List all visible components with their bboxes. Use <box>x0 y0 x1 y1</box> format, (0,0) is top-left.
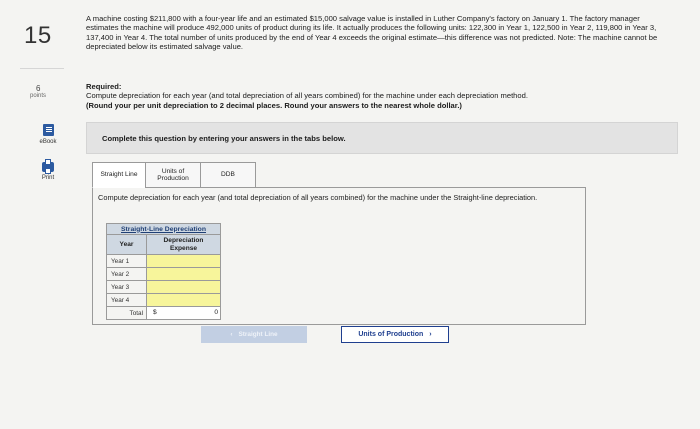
next-tab-button[interactable] <box>341 326 449 343</box>
total-value: 0 <box>214 309 218 316</box>
table-row <box>107 268 221 281</box>
year-label: Year 4 <box>107 294 147 307</box>
col-header-expense-line2: Expense <box>169 244 198 252</box>
col-header-expense <box>147 235 221 255</box>
tab-straight-line[interactable] <box>92 162 146 188</box>
ebook-button[interactable] <box>18 124 78 145</box>
chevron-left-icon: ‹ <box>230 331 233 338</box>
year-1-input-cell <box>147 255 221 268</box>
required-section <box>86 82 676 110</box>
tab-ddb-label: DDB <box>221 171 235 179</box>
required-title: Required: <box>86 82 122 91</box>
tab-strip <box>92 162 255 188</box>
prev-tab-label: Straight Line <box>238 331 278 338</box>
year-4-expense-input[interactable] <box>147 294 220 306</box>
year-2-expense-input[interactable] <box>147 268 220 280</box>
tab-straight-line-label: Straight Line <box>100 171 138 179</box>
ebook-icon <box>43 124 54 136</box>
total-currency: $ <box>153 309 157 316</box>
table-row <box>107 255 221 268</box>
chevron-right-icon: › <box>429 331 432 338</box>
year-4-input-cell <box>147 294 221 307</box>
rounding-note: (Round your per unit depreciation to 2 decimal places. Round your answers to the nearest whole dollar.) <box>86 100 462 110</box>
tab-units-label-line1: Units of <box>161 167 185 175</box>
problem-statement: A machine costing $211,800 with a four-year life and an estimated $15,000 salvage value is installed in Luther Company's factory on January 1. The factory manager estimates the machine will produce 492,000 units of product during its life. It actually produces the following units: 122,300 in Year 1, 122,500 in Year 2, 119,800 in Year 3, 137,400 in Year 4. The total number of units produced by the end of Year 4 exceeds the original estimate—this difference was not predicted. Note: The machine cannot be depreciated below its estimated salvage value. <box>86 14 658 52</box>
print-button[interactable] <box>18 162 78 181</box>
tab-units-of-production[interactable] <box>145 162 201 188</box>
straight-line-table <box>106 223 221 320</box>
instruction-bar <box>86 122 678 154</box>
table-row <box>107 294 221 307</box>
total-cell <box>147 307 221 320</box>
table-title[interactable]: Straight-Line Depreciation <box>107 224 221 235</box>
prev-tab-button[interactable] <box>201 326 307 343</box>
table-row <box>107 281 221 294</box>
total-row <box>107 307 221 320</box>
year-2-input-cell <box>147 268 221 281</box>
year-3-input-cell <box>147 281 221 294</box>
print-icon <box>42 162 54 172</box>
col-header-year: Year <box>107 235 147 255</box>
required-text: Compute depreciation for each year (and total depreciation of all years combined) for the machine under each depreciation method. <box>86 91 528 101</box>
year-label: Year 1 <box>107 255 147 268</box>
question-number-divider <box>20 68 64 69</box>
ebook-label: eBook <box>39 139 57 145</box>
panel-instruction: Compute depreciation for each year (and total depreciation of all years combined) for the machine under the Straight-line depreciation. <box>98 193 538 202</box>
total-label: Total <box>107 307 147 320</box>
year-label: Year 3 <box>107 281 147 294</box>
year-3-expense-input[interactable] <box>147 281 220 293</box>
col-header-expense-line1: Depreciation <box>163 237 204 245</box>
next-tab-label: Units of Production <box>358 331 424 338</box>
year-label: Year 2 <box>107 268 147 281</box>
year-1-expense-input[interactable] <box>147 255 220 267</box>
points-value: 6 <box>36 84 41 93</box>
tab-ddb[interactable] <box>200 162 256 188</box>
points-label: points <box>30 93 47 99</box>
question-number: 15 <box>24 22 52 49</box>
print-label: Print <box>41 175 55 181</box>
instruction-text: Complete this question by entering your answers in the tabs below. <box>102 134 346 143</box>
tab-units-label-line2: Production <box>157 175 189 182</box>
